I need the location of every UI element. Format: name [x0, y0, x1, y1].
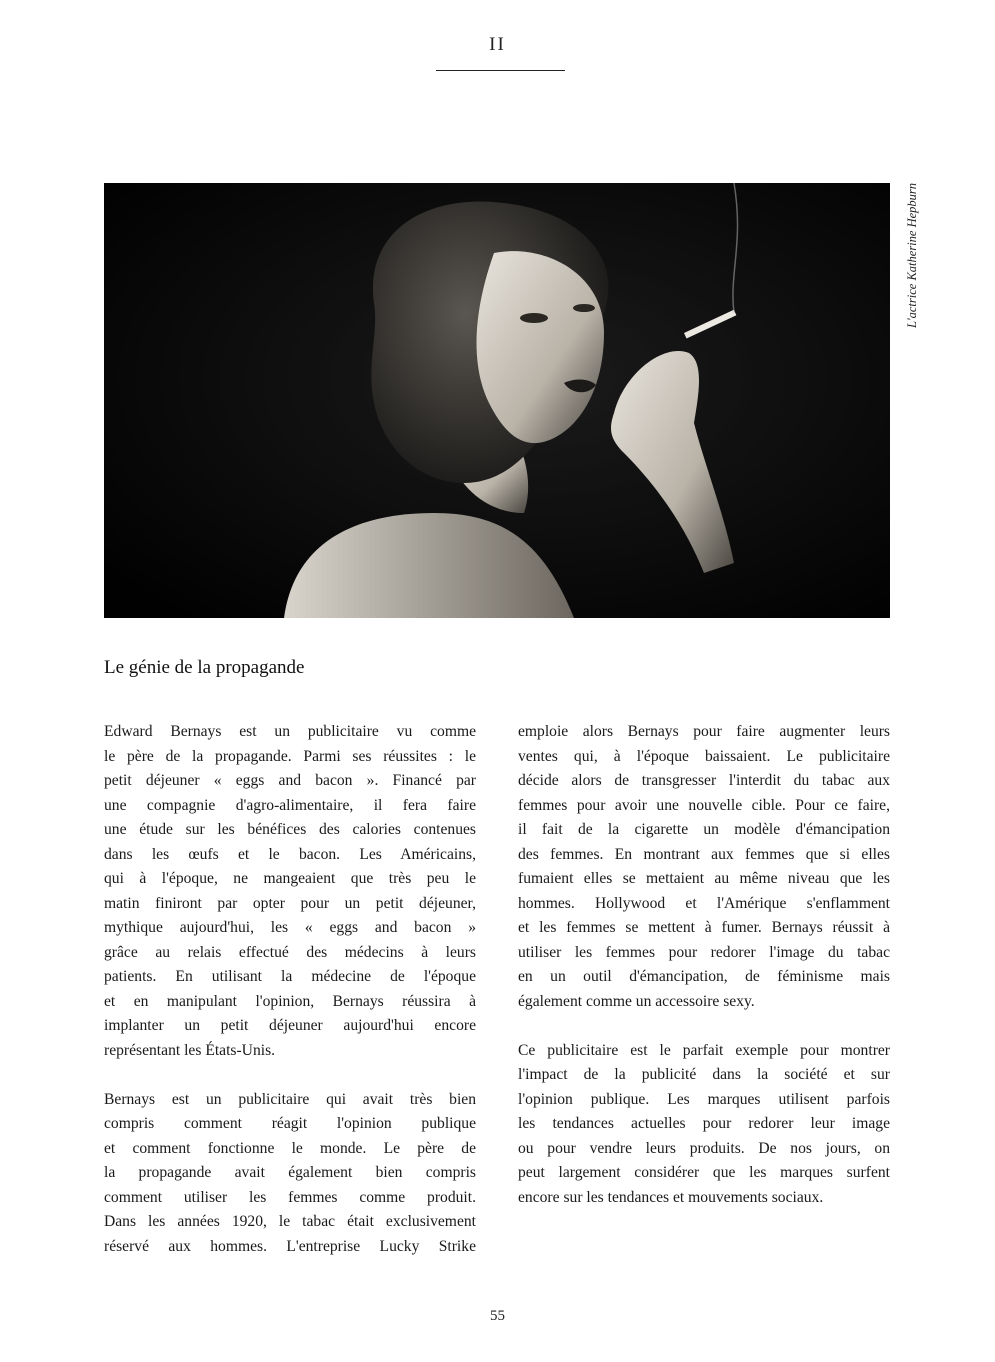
text-line: décide alors de transgresser l'interdit du tabac aux: [518, 772, 890, 789]
text-line: Bernays est un publicitaire qui avait très bien: [104, 1090, 476, 1108]
text-line: Ce publicitaire est le parfait exemple pour montrer: [518, 1041, 890, 1059]
text-line: les tendances actuelles pour redorer leur image: [518, 1115, 890, 1132]
text-line: une compagnie d'agro-alimentaire, il fera faire: [104, 796, 476, 814]
text-line: réservé aux hommes. L'entreprise Lucky Strike: [104, 1237, 476, 1255]
text-line: l'impact de la publicité dans la société et sur: [518, 1066, 890, 1083]
section-heading: Le génie de la propagande: [104, 657, 305, 678]
text-line: l'opinion publique. Les marques utilisent parfois: [518, 1090, 890, 1108]
paragraph: [518, 720, 890, 1014]
text-line: implanter un petit déjeuner aujourd'hui encore: [104, 1017, 476, 1034]
text-line: et les femmes se mettent à fumer. Bernays réussit à: [518, 919, 890, 936]
text-line: et comment fonctionne le monde. Le père de: [104, 1139, 476, 1157]
photo-caption-text: L'actrice Katherine Hepburn: [905, 183, 919, 329]
text-line: compris comment réagit l'opinion publique: [104, 1115, 476, 1132]
text-line: des femmes. En montrant aux femmes que si elles: [518, 845, 890, 863]
chapter-number: II: [489, 34, 506, 55]
portrait-illustration: [104, 183, 890, 618]
photo-caption: [905, 183, 927, 618]
text-line: et en manipulant l'opinion, Bernays réussira à: [104, 992, 476, 1010]
text-line: ventes qui, à l'époque baissaient. Le publicitaire: [518, 747, 890, 765]
text-line: ou pour vendre leurs produits. De nos jours, on: [518, 1139, 890, 1157]
page-number: 55: [490, 1308, 505, 1324]
text-line: la propagande avait également bien compris: [104, 1164, 476, 1181]
left-column: [104, 720, 476, 1259]
text-line: représentant les États-Unis.: [104, 1041, 276, 1059]
text-line: patients. En utilisant la médecine de l'époque: [104, 968, 476, 985]
text-line: grâce au relais effectué des médecins à leurs: [104, 943, 476, 961]
paragraph-gap: [104, 1063, 476, 1088]
text-line: mythique aujourd'hui, les « eggs and bacon »: [104, 919, 476, 936]
text-line: dans les œufs et le bacon. Les Américains,: [104, 845, 476, 863]
text-line: une étude sur les bénéfices des calories contenues: [104, 821, 476, 838]
hepburn-photo: [104, 183, 890, 618]
paragraph: [104, 1088, 476, 1260]
paragraph: [104, 720, 476, 1063]
text-line: hommes. Hollywood et l'Amérique s'enflamment: [518, 894, 890, 912]
text-line: comment utiliser les femmes comme produit.: [104, 1188, 476, 1206]
text-line: il fait de la cigarette un modèle d'émancipation: [518, 821, 890, 838]
text-line: femmes pour avoir une nouvelle cible. Pour ce faire,: [518, 796, 890, 814]
paragraph: [518, 1039, 890, 1211]
paragraph-gap: [518, 1014, 890, 1039]
right-column: [518, 720, 890, 1210]
text-line: emploie alors Bernays pour faire augmenter leurs: [518, 723, 890, 740]
text-line: en un outil d'émancipation, de féminisme mais: [518, 968, 890, 985]
text-line: Dans les années 1920, le tabac était exclusivement: [104, 1213, 476, 1230]
text-line: peut largement considérer que les marques surfent: [518, 1164, 890, 1181]
text-line: matin finiront par opter pour un petit déjeuner,: [104, 894, 476, 912]
text-line: utiliser les femmes pour redorer l'image du tabac: [518, 943, 890, 961]
chapter-rule: [436, 70, 565, 71]
text-line: le père de la propagande. Parmi ses réussites : le: [104, 747, 476, 765]
text-line: également comme un accessoire sexy.: [518, 992, 755, 1010]
text-line: Edward Bernays est un publicitaire vu comme: [104, 723, 476, 740]
text-line: fumaient elles se mettaient au même niveau que les: [518, 870, 890, 887]
text-line: qui à l'époque, ne mangeaient que très peu le: [104, 870, 476, 887]
text-line: encore sur les tendances et mouvements sociaux.: [518, 1188, 824, 1206]
text-line: petit déjeuner « eggs and bacon ». Financé par: [104, 772, 476, 789]
